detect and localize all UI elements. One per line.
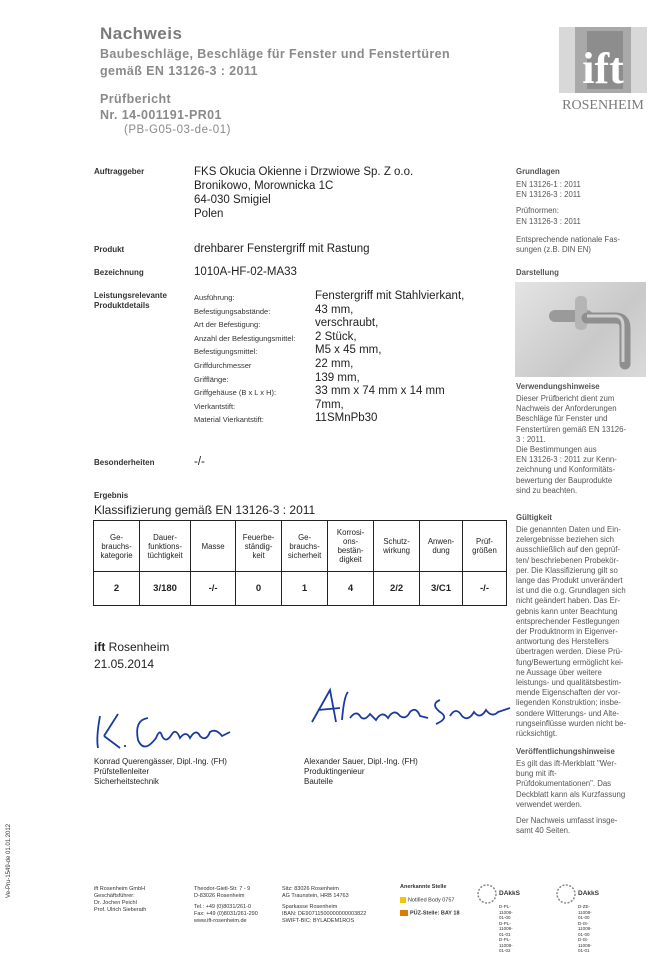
report-number: Nr. 14-001191-PR01 — [100, 108, 222, 122]
table-value-cell: -/- — [191, 572, 236, 606]
sidebar-grundlagen: EN 13126-1 : 2011 EN 13126-3 : 2011 Prüfnormen: EN 13126-3 : 2011 Entsprechende nationale Fas- sungen (z.B. DIN EN) — [516, 180, 621, 255]
table-header-cell: Ge- brauchs- kategorie — [94, 521, 140, 572]
issuer-org: ift Rosenheim — [94, 640, 170, 654]
product-value: drehbarer Fenstergriff mit Rastung — [194, 243, 370, 255]
table-header-cell: Schutz- wirkung — [374, 521, 420, 572]
table-header-cell: Dauer- funktions- tüchtigkeit — [140, 521, 191, 572]
sidebar-gueltigkeit-heading: Gültigkeit — [516, 513, 552, 522]
dakks-badge-1: DAkkS D-PL-11008-01-00 D-PL-11008-01-01 D-PL-11008-01-02 — [477, 884, 503, 907]
designation-label: Bezeichnung — [94, 268, 144, 277]
footer-bank: Sitz: 83026 Rosenheim AG Traunstein, HRB 14763 Sparkasse Rosenheim IBAN: DE90711500000000003822 SWIFT-BIC: BYLADEM1ROS — [282, 886, 367, 924]
classification-table — [93, 520, 507, 606]
details-row: Material Vierkantstift: 11SMnPb30 — [194, 412, 378, 425]
client-label: Auftraggeber — [94, 167, 145, 176]
table-value-cell: -/- — [463, 572, 507, 606]
table-value-cell: 2/2 — [374, 572, 420, 606]
details-row: Anzahl der Befestigungsmittel: 2 Stück, — [194, 330, 357, 343]
sidebar-veroeff: Es gilt das ift-Merkblatt "Wer- bung mit ift- Prüfdokumentationen". Das Deckblatt kann als Kurzfassung verwendet werden. Der Nachweis umfasst insge- samt 40 Seiten. — [516, 759, 626, 836]
details-row: Befestigungsabstände: 43 mm, — [194, 303, 354, 316]
details-row: Vierkantstift: 7mm, — [194, 398, 344, 411]
report-code: (PB-G05-03-de-01) — [124, 124, 231, 136]
table-value-cell: 4 — [328, 572, 374, 606]
table-header-cell: Anwen- dung — [420, 521, 463, 572]
svg-text:ROSENHEIM: ROSENHEIM — [562, 98, 644, 113]
issue-date: 21.05.2014 — [94, 657, 155, 671]
svg-text:ift: ift — [582, 44, 624, 93]
product-photo — [515, 282, 646, 377]
document-subtitle-1: Baubeschläge, Beschläge für Fenster und Fenstertüren — [100, 47, 451, 61]
table-header-cell: Korrosi- ons- bestän- digkeit — [328, 521, 374, 572]
table-value-cell: 1 — [282, 572, 328, 606]
sidebar-grundlagen-heading: Grundlagen — [516, 167, 560, 176]
form-code: Ve-Pru-1549-de 01.01.2012 — [6, 823, 12, 898]
document-subtitle-2: gemäß EN 13126-3 : 2011 — [100, 64, 258, 78]
table-value-cell: 3/180 — [140, 572, 191, 606]
table-value-cell: 3/C1 — [420, 572, 463, 606]
table-header-cell: Masse — [191, 521, 236, 572]
document-title: Nachweis — [100, 24, 183, 43]
result-label: Ergebnis — [94, 491, 129, 500]
details-row: Ausführung: Fenstergriff mit Stahlvierkant, — [194, 290, 465, 302]
details-row: Befestigungsmittel: M5 x 45 mm, — [194, 344, 382, 357]
table-value-cell: 2 — [94, 572, 140, 606]
signer-right: Alexander Sauer, Dipl.-Ing. (FH) Produktingenieur Bauteile — [304, 757, 418, 786]
dakks-badge-2: DAkkS D-ZE-11008-01-00 D-IS-11008-01-00 D-IS-11008-01-01 — [556, 884, 582, 907]
footer-accreditation: Anerkannte Stelle Notified Body 0757 PÜZ-Stelle: BAY 18 — [400, 884, 460, 917]
sidebar-verwendung: Dieser Prüfbericht dient zum Nachweis der Anforderungen Beschläge für Fenster und Fenstertüren gemäß EN 13126- 3 : 2011. Die Bestimmungen aus EN 13126-3 : 2011 zur Kenn- zeichnung und Konformitäts- bewertung der Bauprodukte sind zu beachten. — [516, 394, 627, 495]
designation-value: 1010A-HF-02-MA33 — [194, 266, 297, 278]
signature-querengaesser — [90, 698, 260, 758]
sidebar-darstellung-heading: Darstellung — [516, 268, 559, 277]
sidebar-veroeff-heading: Veröffentlichungshinweise — [516, 747, 615, 756]
table-header-cell: Ge- brauchs- sicherheit — [282, 521, 328, 572]
details-list — [194, 290, 494, 426]
details-row: Grifflänge: 139 mm, — [194, 371, 360, 384]
details-row: Griffdurchmesser 22 mm, — [194, 357, 354, 370]
report-label: Prüfbericht — [100, 92, 172, 106]
special-label: Besonderheiten — [94, 458, 155, 467]
product-label: Produkt — [94, 245, 125, 254]
client-address: FKS Okucia Okienne i Drzwiowe Sp. Z o.o. Bronikowo, Morownicka 1C 64-030 Smigiel Polen — [194, 166, 414, 220]
special-value: -/- — [194, 456, 205, 468]
signer-left: Konrad Querengässer, Dipl.-Ing. (FH) Prüfstellenleiter Sicherheitstechnik — [94, 757, 227, 786]
table-header-cell: Feuerbe- ständig- keit — [236, 521, 282, 572]
footer-address: Theodor-Gietl-Str. 7 - 9 D-83026 Rosenheim Tel.: +49 (0)8031/261-0 Fax: +49 (0)8031/261-290 www.ift-rosenheim.de — [194, 886, 258, 924]
puez-badge: PÜZ-Stelle: BAY 18 — [400, 910, 460, 917]
footer-company: ift Rosenheim GmbH Geschäftsführer: Dr. Jochen Peichl Prof. Ulrich Sieberath — [94, 886, 147, 913]
table-value-cell: 0 — [236, 572, 282, 606]
notified-body-badge: Notified Body 0757 — [400, 897, 460, 904]
signature-sauer — [300, 680, 520, 740]
details-label: Leistungsrelevante Produktdetails — [94, 291, 167, 310]
table-header-cell: Prüf- größen — [463, 521, 507, 572]
sidebar-gueltigkeit: Die genannten Daten und Ein- zelergebnisse beziehen sich ausschließlich auf den geprüf- ten/ beschriebenen Probekör- per. Die Klassifizierung gilt so lange das Produkt unverändert ist und die o.g. Grundlagen sich nicht geändert haben. Das Er- gebnis kann unter Beachtung entsprechender Festlegungen der Produktnorm in Eigenver- antwortung des Herstellers übertragen werden. Diese Prü- fung/Bewertung ermöglicht kei- ne Aussage über weitere leistungs- und qualitätsbestim- mende Eigenschaften der vor- liegenden Konstruktion; insbe- sondere Witterungs- und Alte- rungseinflüsse wurden nicht be- rücksichtigt. — [516, 525, 627, 739]
details-row: Griffgehäuse (B x L x H): 33 mm x 74 mm x 14 mm — [194, 385, 445, 398]
ift-logo — [559, 27, 647, 115]
result-heading: Klassifizierung gemäß EN 13126-3 : 2011 — [94, 503, 316, 517]
sidebar-verwendung-heading: Verwendungshinweise — [516, 382, 600, 391]
details-row: Art der Befestigung: verschraubt, — [194, 317, 379, 330]
